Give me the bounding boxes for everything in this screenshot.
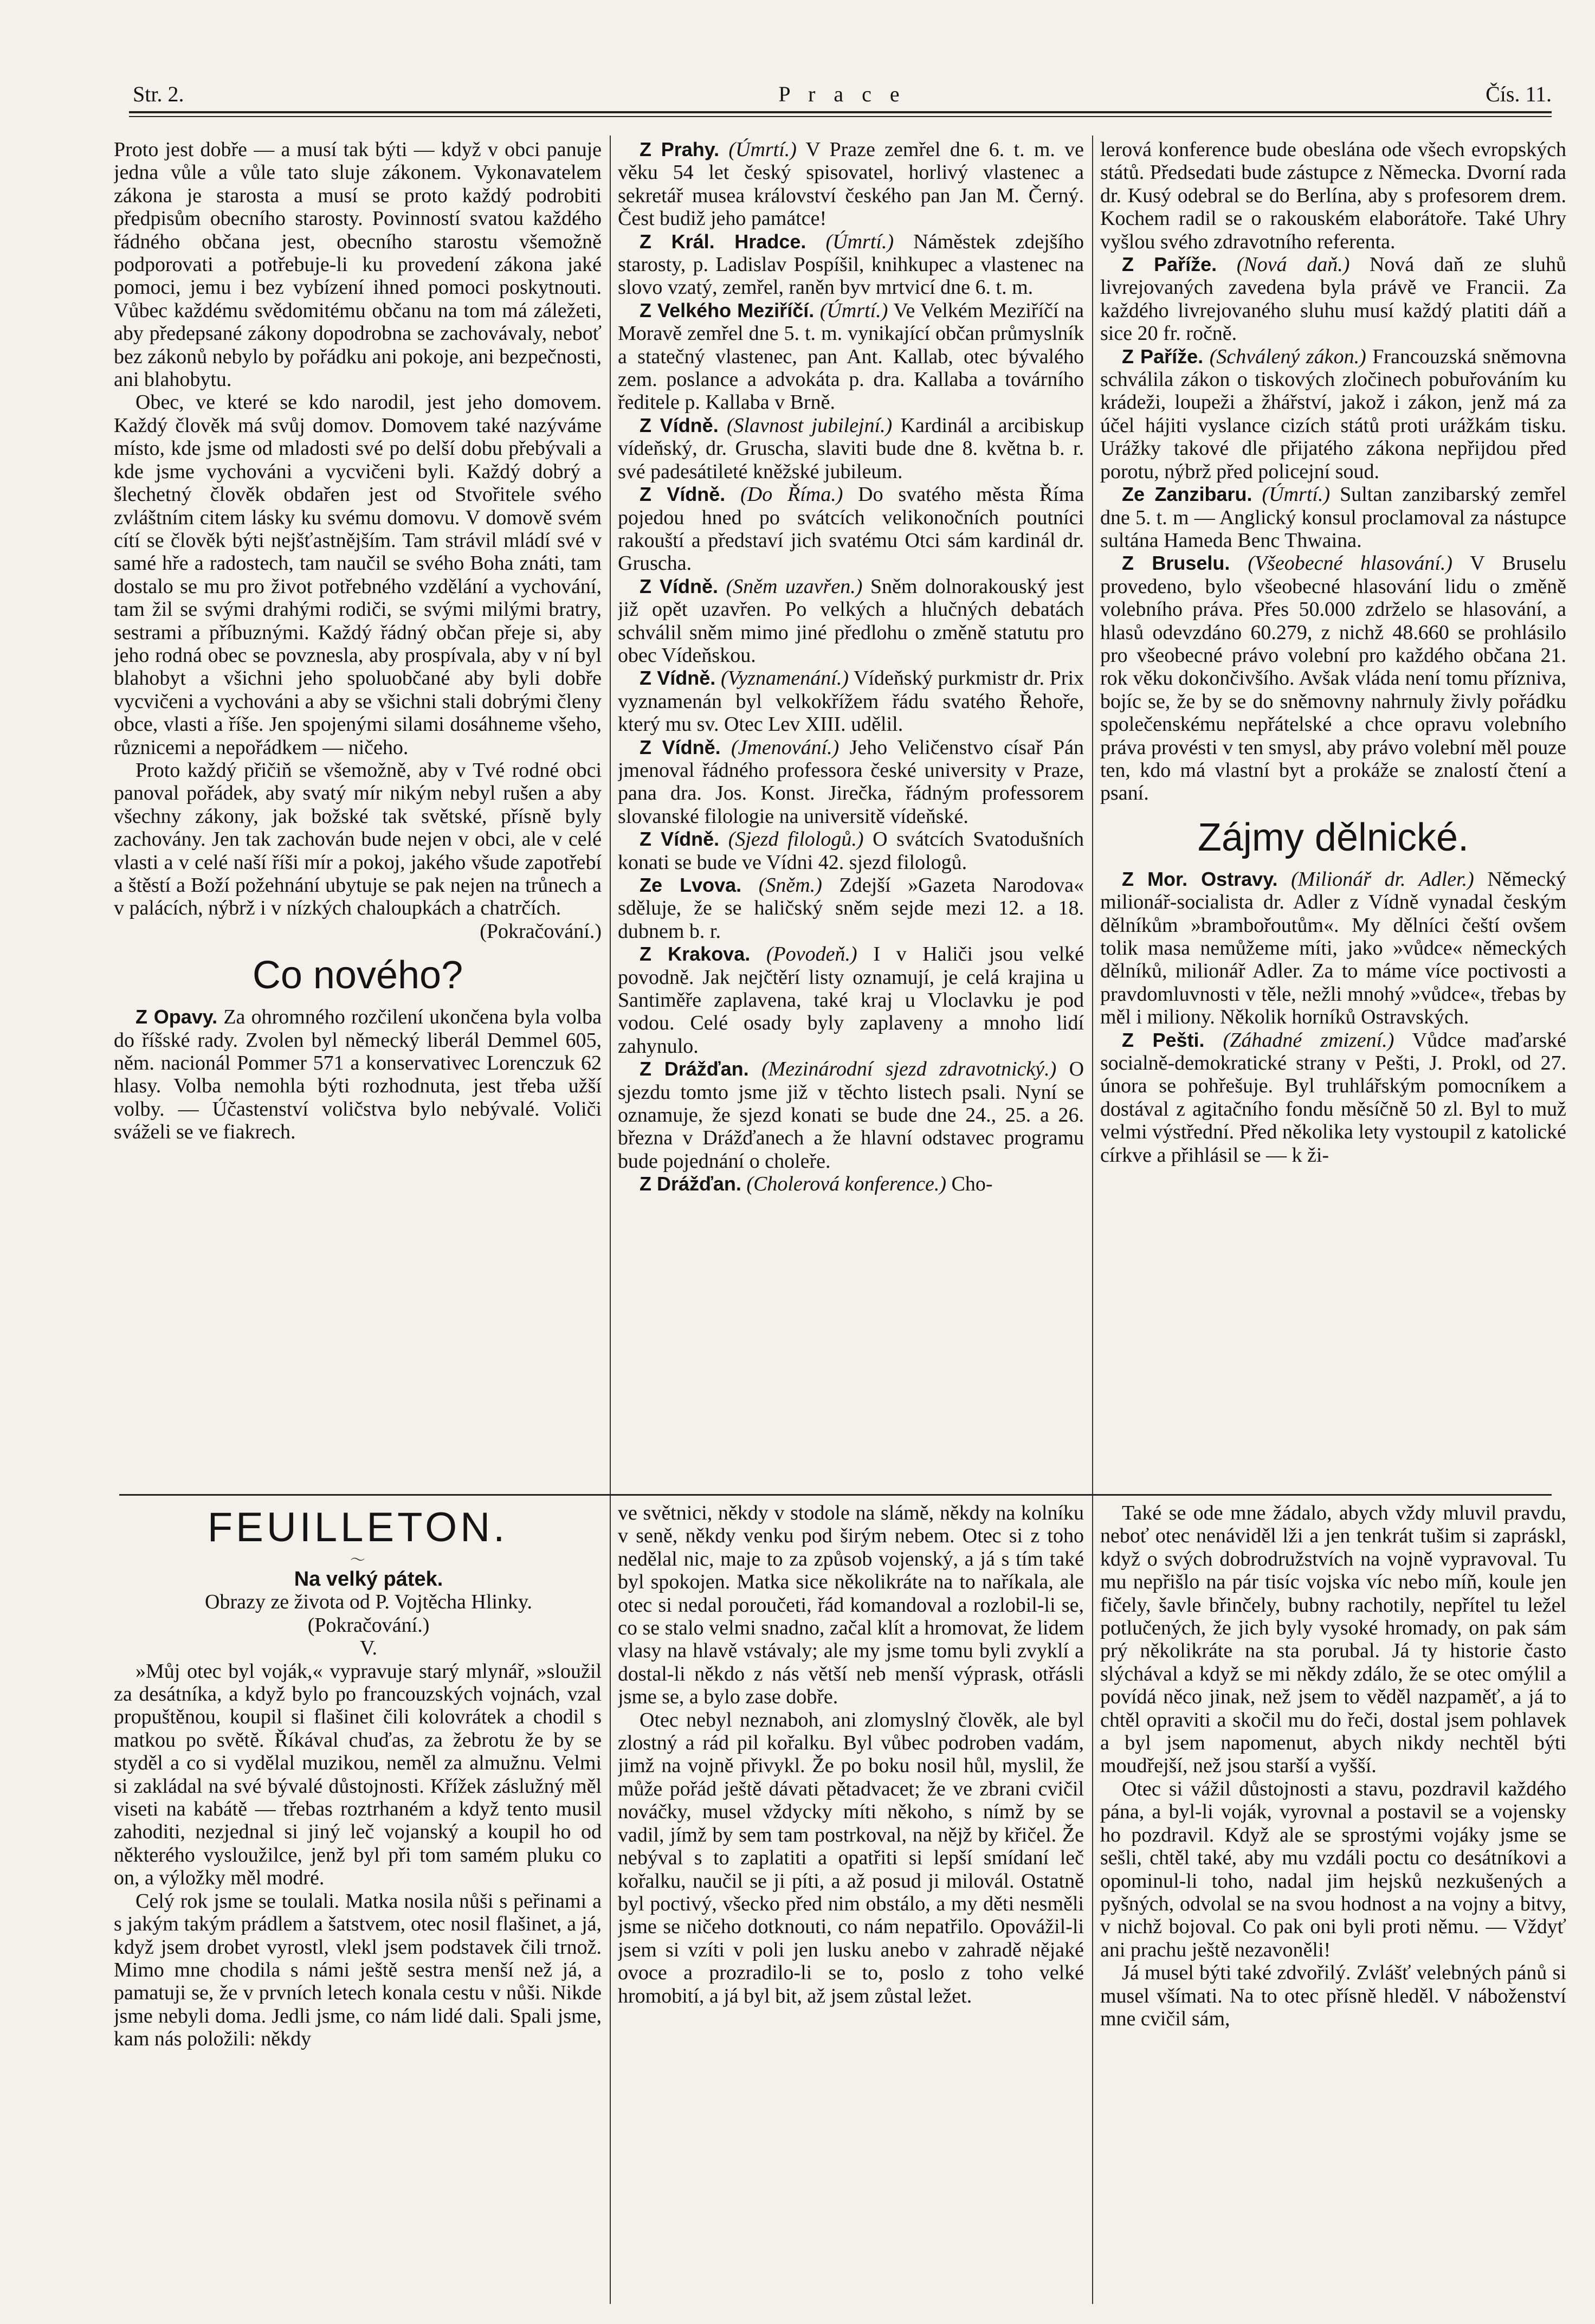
news-dateline: Z Bruselu. bbox=[1122, 552, 1230, 575]
feuilleton-byline: Obrazy ze života od P. Vojtěcha Hlinky. bbox=[205, 1591, 532, 1614]
news-text: Sultan zanzibarský zemřel dne 5. t. m — Anglický konsul proclamoval za nástupce sultána Hameda Benc Thwaina. bbox=[1100, 483, 1566, 552]
news-topic: (Do Říma.) bbox=[740, 483, 843, 506]
news-dateline: Z Pešti. bbox=[1122, 1028, 1205, 1051]
news-dateline: Ze Lvova. bbox=[640, 874, 742, 896]
news-topic: (Mezinárodní sjezd zdravotnický.) bbox=[761, 1058, 1057, 1081]
news-dateline: Z Král. Hradce. bbox=[640, 230, 806, 253]
feuilleton-paragraph: Otec nebyl neznaboh, ani zlomyslný člověk, ale byl zlostný a rád pil kořalku. Byl vůbec podroben vadám, jimž na vojně přivykl. Že po boku nosil hůl, myslil, že může pořád ještě dávati pětadvacet; že ve zbrani cvičil nováčky, musel vždycky míti někoho, s nímž by se vadil, jímž by sem tam postrkoval, na nějž by křičel. Že nebýval s to zaplatiti a opatřiti si lepší smídaní leč kořalku, naučil se ji píti, a až posud ji milovál. Ostatně byl poctivý, všecko před nim obstálo, a my děti nesměli jsme se ničeho dotknouti, co nám nepatřilo. Opovážil-li jsem si vzíti v poli jen lusku anebo v zahradě nějaké ovoce a prozradilo-li se to, poslo z toho velké hromobití, a já byl bit, až jsem zůstal ležet. bbox=[618, 1708, 1084, 2007]
news-dateline: Z Velkého Meziříčí. bbox=[640, 299, 815, 321]
news-dateline: Z Vídně. bbox=[640, 483, 726, 506]
column-2 bbox=[618, 138, 1084, 1488]
column-rule-2 bbox=[1092, 136, 1093, 2304]
news-topic: (Vyznamenání.) bbox=[720, 667, 849, 690]
news-text: Nová daň ze sluhů livrejovaných zavedena byla právě ve Francii. Za každého livrejovaného sluhu musí každý platiti dáň a sice 20 fr. ročně. bbox=[1100, 253, 1566, 345]
news-text: I v Haliči jsou velké povodně. Jak nejčtěrí listy oznamují, je celá krajina u Santiměře zaplavena, také kraj u Vloclavku je pod vodou. Celé osady byly zaplaveny a mnoho lidí zahynulo. bbox=[618, 943, 1084, 1058]
column-3 bbox=[1100, 138, 1566, 1488]
feuilleton-title: FEUILLETON. bbox=[207, 1504, 508, 1550]
feuilleton-paragraph: Celý rok jsme se toulali. Matka nosila nůši s peřinami a s jakým takým prádlem a šatstvem, otec nosil flašinet, a já, když jsem drobet vyrostl, vlekl jsem podstavek čili trnož. Mimo mne chodila s námi ještě sestra menší než já, a pamatuji se, že v prvních letech konala cestu v nůši. Nikde jsme nebyli doma. Jedli jsme, co nám lidé dali. Spali jsme, kam nás položili: někdy bbox=[114, 1889, 602, 2051]
news-topic: (Všeobecné hlasování.) bbox=[1248, 552, 1453, 575]
feuilleton-continuation: (Pokračování.) bbox=[307, 1613, 430, 1637]
page-number: Str. 2. bbox=[133, 82, 184, 106]
news-text: Náměstek zdejšího starosty, p. Ladislav Pospíšil, knihkupec a vlastenec na slovo vzatý, zemřel, raněn byv mrtvicí dne 6. t. m. bbox=[618, 230, 1084, 299]
news-dateline: Z Drážďan. bbox=[640, 1173, 741, 1195]
news-topic: (Úmrtí.) bbox=[728, 138, 797, 161]
feuilleton-paragraph: Také se ode mne žádalo, abych vždy mluvil pravdu, neboť otec nenáviděl lži a jen tenkrát tušim si zapráskl, když o svých dobrodružstvích na vojně vypravoval. Tu mu nepřišlo na pár tisíc vojska víc nebo míň, koule jen fičely, šavle břinčely, bubny rachotily, nepřítel tu ležel potlučených, že jich byly vysoké hromady, on pak sám prý několikráte na sta porubal. Já ty historie často slýchával a když se mi někdy zdálo, že se otec omýlil a povídá něco jinak, než jsem to věděl nazpaměť, a já to chtěl opraviti a skočil mu do řeči, dostal jsem pohlavek a byl jsem napomenut, abych nikdy nechtěl býti moudřejší, než jsou starší a vyšší. bbox=[1100, 1502, 1566, 1778]
news-text: lerová konference bude obeslána ode všech evropských států. Předsedati bude zástupce z Německa. Dvorní rada dr. Kusý odebral se do Berlína, aby s profesorem drem. Kochem radil se o rakouském elaborátoře. Také Uhry vyšlou svého zdravotního referenta. bbox=[1100, 138, 1566, 253]
feuilleton-column-3 bbox=[1100, 1502, 1566, 2304]
issue-number: Čís. 11. bbox=[1486, 82, 1552, 106]
news-topic: (Sněm.) bbox=[758, 874, 822, 897]
news-topic: (Jmenování.) bbox=[731, 736, 840, 759]
news-text: Ve Velkém Meziříčí na Moravě zemřel dne 5. t. m. vynikající občan průmyslník a statečný vlastenec, pan Ant. Kallab, otec bývalého zem. poslance a advokáta p. dra. Kallaba a továrního ředitele p. Kallaba v Brně. bbox=[618, 299, 1084, 414]
news-topic: (Sněm uzavřen.) bbox=[726, 575, 863, 598]
section-heading-labour: Zájmy dělnické. bbox=[1197, 815, 1469, 859]
news-text: Sněm dolnorakouský jest již opět uzavřen. Po velkých a hlučných debatách schválil sněm mimo jiné předlohu o změně statutu pro obec Vídeňskou. bbox=[618, 575, 1084, 667]
masthead-title: P r a c e bbox=[778, 82, 906, 106]
news-topic: (Milionář dr. Adler.) bbox=[1291, 867, 1474, 891]
news-text: Do svatého města Říma pojedou hned po svátcích velikonočních poutníci rakouští a představí jich svatému Otci sám kardinál dr. Gruscha. bbox=[618, 483, 1084, 575]
feuilleton-paragraph: ve světnici, někdy v stodole na slámě, někdy na kolníku v seně, někdy venku pod širým nebem. Otec si z toho nedělal nic, maje to za způsob vojenský, a já s tím také byl spokojen. Matka sice několikráte na to naříkala, ale otec si nedal poroučeti, řád komandoval a rozlobil-li se, co se stalo velmi snadno, začal klít a hromovat, že lidem vlasy na hlavě vstávaly; ale my jsme tomu byli zvyklí a dostal-li někdo z nás větší neb menší výprask, otřásli jsme se, a bylo zase dobře. bbox=[618, 1502, 1084, 1709]
ornament: 〜 bbox=[350, 1552, 365, 1569]
news-dateline: Z Krakova. bbox=[640, 943, 751, 965]
news-dateline: Z Vídně. bbox=[640, 828, 720, 851]
feuilleton-column-2 bbox=[618, 1502, 1084, 2304]
feuilleton-paragraph: Otec si vážil důstojnosti a stavu, pozdravil každého pána, a byl-li voják, vyrovnal a postavil se a vojensky ho pozdravil. Když ale se sprostými vojáky jsme se sešli, chtěl také, aby mu vzdáli poctu co desátníkovi a opominul-li toho, nadal jim hejsků nezkušených a pyšných, odvolal se na svou hodnost a na vojny a bitvy, v nichž bojoval. Co pak oni byli proti němu. — Vždyť ani prachu ještě nezavoněli! bbox=[1100, 1777, 1566, 1961]
news-dateline: Z Vídně. bbox=[640, 667, 716, 690]
news-topic: (Slavnost jubilejní.) bbox=[726, 414, 893, 437]
feuilleton-paragraph: Já musel býti také zdvořilý. Zvlášť velebných pánů si musel všímati. Na to otec přísně hleděl. V náboženství mne cvičil sám, bbox=[1100, 1961, 1566, 2030]
news-text: Vůdce maďarské socialně-demokratické strany v Pešti, J. Prokl, od 27. února se pohřešuje. Byl truhlářským pomocníkem a dostával z agitačního fondu měsíčně 50 zl. Byl to muž velmi výstřední. Před několika lety vystoupil z katolické církve a přihlásil se — k ži- bbox=[1100, 1028, 1566, 1167]
news-text: Zdejší »Gazeta Narodova« sděluje, že se haličský sněm sejde mezi 12. a 18. dubnem b. r. bbox=[618, 874, 1084, 943]
article-paragraph: Proto jest dobře — a musí tak býti — když v obci panuje jedna vůle a vůle tato sluje zákonem. Vykonavatelem zákona je starosta a musí se proto každý podrobiti předpisům obecního starosty. Povinností svatou každého řádného občana jest, obecního starostu všemožně podporovati a potřebuje-li ku provedení zákona jaké pomoci, jemu i bez vybízení ihned pomoci poskytnouti. Vůbec každému svědomitému občanu na tom má záležeti, aby předepsané zákony dopodrobna se zachovávaly, neboť bez zákonů nebylo by pořádku ani pokoje, ani bezpečnosti, ani blahobytu. bbox=[114, 138, 602, 391]
news-text: O sjezdu tomto jsme již v těchto listech psali. Nyní se oznamuje, že sjezd konati se bude dne 24., 25. a 26. března v Drážďanech a že hlavní odstavec programu bude pojednání o choleře. bbox=[618, 1058, 1084, 1173]
news-text: O svátcích Svatodušních konati se bude ve Vídni 42. sjezd filologů. bbox=[618, 828, 1084, 874]
chapter-number: V. bbox=[359, 1637, 378, 1660]
news-topic: (Úmrtí.) bbox=[819, 299, 888, 322]
news-topic: (Schválený zákon.) bbox=[1209, 345, 1366, 368]
continuation-note: (Pokračování.) bbox=[480, 919, 602, 943]
news-text: Vídeňský purkmistr dr. Prix vyznamenán byl velkokřížem řádu svatého Řehoře, který mu sv. Otec Lev XIII. udělil. bbox=[618, 667, 1084, 736]
news-dateline: Z Paříže. bbox=[1122, 253, 1217, 276]
news-dateline: Z Vídně. bbox=[640, 736, 721, 758]
news-dateline: Z Mor. Ostravy. bbox=[1122, 867, 1278, 890]
news-topic: (Sjezd filologů.) bbox=[728, 828, 864, 851]
news-topic: (Úmrtí.) bbox=[1262, 483, 1331, 506]
feuilleton-paragraph: »Můj otec byl voják,« vypravuje starý mlynář, »sloužil za desátníka, a když bylo po francouzských vojnách, vzal propuštěnou, koupil si flašinet čili kolovrátek a chodil s matkou po světě. Říkával chuďas, za žebrotu že by se styděl a co si vydělal muzikou, neměl za almužnu. Velmi si zakládal na své bývalé důstojnosti. Křížek záslužný měl viseti na kabátě — třebas roztrhaném a když tento musil zahoditi, nezjednal si jiný leč vojanský a koupil ho od některého vysloužilce, jenž byl při tom samém pluku co on, a výložky měl modré. bbox=[114, 1659, 602, 1890]
header-rule-thick bbox=[129, 111, 1552, 113]
column-1 bbox=[114, 138, 602, 1488]
news-text: Cho- bbox=[951, 1173, 993, 1196]
news-topic: (Cholerová konference.) bbox=[746, 1173, 947, 1196]
news-dateline: Z Prahy. bbox=[640, 138, 720, 160]
news-text: V Praze zemřel dne 6. t. m. ve věku 54 let český spisovatel, horlivý vlastenec a sekretář musea království českého pan Jan M. Černý. Čest budiž jeho památce! bbox=[618, 138, 1084, 230]
news-dateline: Z Vídně. bbox=[640, 414, 719, 436]
news-dateline: Z Opavy. bbox=[135, 1006, 218, 1028]
news-text: Jeho Veličenstvo císař Pán jmenoval řádného professora české university v Praze, pana dra. Jos. Konst. Jirečka, řádným professorem slovanské filologie na universitě vídeňské. bbox=[618, 736, 1084, 828]
article-paragraph: Obec, ve které se kdo narodil, jest jeho domovem. Každý člověk má svůj domov. Domovem také nazýváme místo, kde jsme od mladosti své po delší dobu přebývali a kde jsme vychováni a vycvičeni byli. Každý dobrý a šlechetný člověk obdařen jest od Stvořitele svého zvláštním citem lásky ku svému domovu. V domově svém cítí se člověk býti nejšťastnějším. Tam strávil mládí své v samé hře a radostech, tam naučil se svého Boha znáti, tam dostalo se mu pro život potřebného vzdělání a vychování, tam žil se svými drahými rodiči, se svými milými bratry, sestrami a příbuznými. Každý řádný občan přeje si, aby jeho rodná obec se povznesla, aby prospívala, aby v ní byl blahobyt a všichni jeho spoluobčané aby byli dobře vycvičeni a vychováni a aby se všichni stali dobrými členy obce, vlasti a říše. Jen spojenými silami dosáhneme všeho, různicemi a nepořádkem — ničeho. bbox=[114, 391, 602, 759]
news-topic: (Záhadné zmizení.) bbox=[1223, 1028, 1394, 1052]
news-text: Za ohromného rozčilení ukončena byla volba do říšské rady. Zvolen byl německý liberál Demmel 605, něm. nacionál Pommer 571 a konservativec Lorenczuk 62 hlasy. Volba nemohla býti rozhodnuta, jest třeba užší volby. — Účastenství voličstva bylo nebývalé. Voliči sváželi se ve fiakrech. bbox=[114, 1006, 602, 1144]
news-topic: (Úmrtí.) bbox=[825, 230, 894, 253]
news-dateline: Z Vídně. bbox=[640, 575, 718, 597]
header-rule-thin bbox=[129, 116, 1552, 117]
news-dateline: Ze Zanzibaru. bbox=[1122, 483, 1252, 506]
news-text: V Bruselu provedeno, bylo všeobecné hlasování lidu o změně volebního práva. Přes 50.000 zdrželo se hlasování, a hlasů odevzdáno 60.279, z nichž 48.660 se prohlásilo pro všeobecné právo volební pro každého občana 21. rok věku dokončivšího. Avšak vláda není tomu příznivа, bojíc se, že by se do sněmovny nahrnuly živly pořádku společenskému nepřátelské a chce opravu volebního práva provésti v ten smysl, aby právo volební měl pouze ten, kdo má vlastní byt a prokáže se znalostí čtení a psaní. bbox=[1100, 552, 1566, 805]
article-paragraph: Proto každý přičiň se všemožně, aby v Tvé rodné obci panoval pořádek, aby svatý mír nikým nebyl rušen a aby všechny zákony, jak božské tak světské, přísně byly zachovány. Jen tak zachován bude nejen v obci, ale v celé vlasti a v celé naší říši mír a pokoj, jakého všude zapotřebí a štěstí a Boží požehnání ubytuje se pak nejen na trůnech a v palácích, nýbrž i v nízkých chaloupkách a chatrčích. bbox=[114, 758, 602, 920]
page-header bbox=[133, 81, 1552, 110]
feuilleton-column-1 bbox=[114, 1502, 602, 2304]
column-rule-1 bbox=[610, 136, 611, 2304]
news-topic: (Nová daň.) bbox=[1236, 253, 1350, 276]
feuilleton-separator bbox=[119, 1494, 1552, 1496]
news-text: Kardinál a arcibiskup vídeňský, dr. Gruscha, slaviti bude dne 8. května b. r. své padesátileté kněžské jubileum. bbox=[618, 414, 1084, 483]
news-dateline: Z Paříže. bbox=[1122, 345, 1204, 368]
news-dateline: Z Drážďan. bbox=[640, 1058, 749, 1080]
news-text: Německý milionář-socialista dr. Adler z Vídně vynadal českým dělníkům »brambořoutům«. My dělníci čeští ovšem tolik masa nemůžeme míti, jako »vůdce« německých dělníků, milionář Adler. Za to máme více poctivosti a pravdomluvnosti v těle, nežli mnohý »vůdce«, třebas by měl i miliony. Několik horníků Ostravských. bbox=[1100, 867, 1566, 1029]
news-text: Francouzská sněmovna schválila zákon o tiskových zločinech pobuřováním ku krádeži, loupeži a žhářství, jakož i zákon, jenž má za účel hájiti vyslance cizích států proti urážkám tisku. Urážky takové dle přijatého zákona nepřijdou před porotu, nýbrž před policejní soud. bbox=[1100, 345, 1566, 483]
news-topic: (Povodeň.) bbox=[766, 943, 857, 966]
section-heading-news: Co nového? bbox=[252, 954, 463, 997]
feuilleton-subtitle: Na velký pátek. bbox=[294, 1568, 443, 1591]
